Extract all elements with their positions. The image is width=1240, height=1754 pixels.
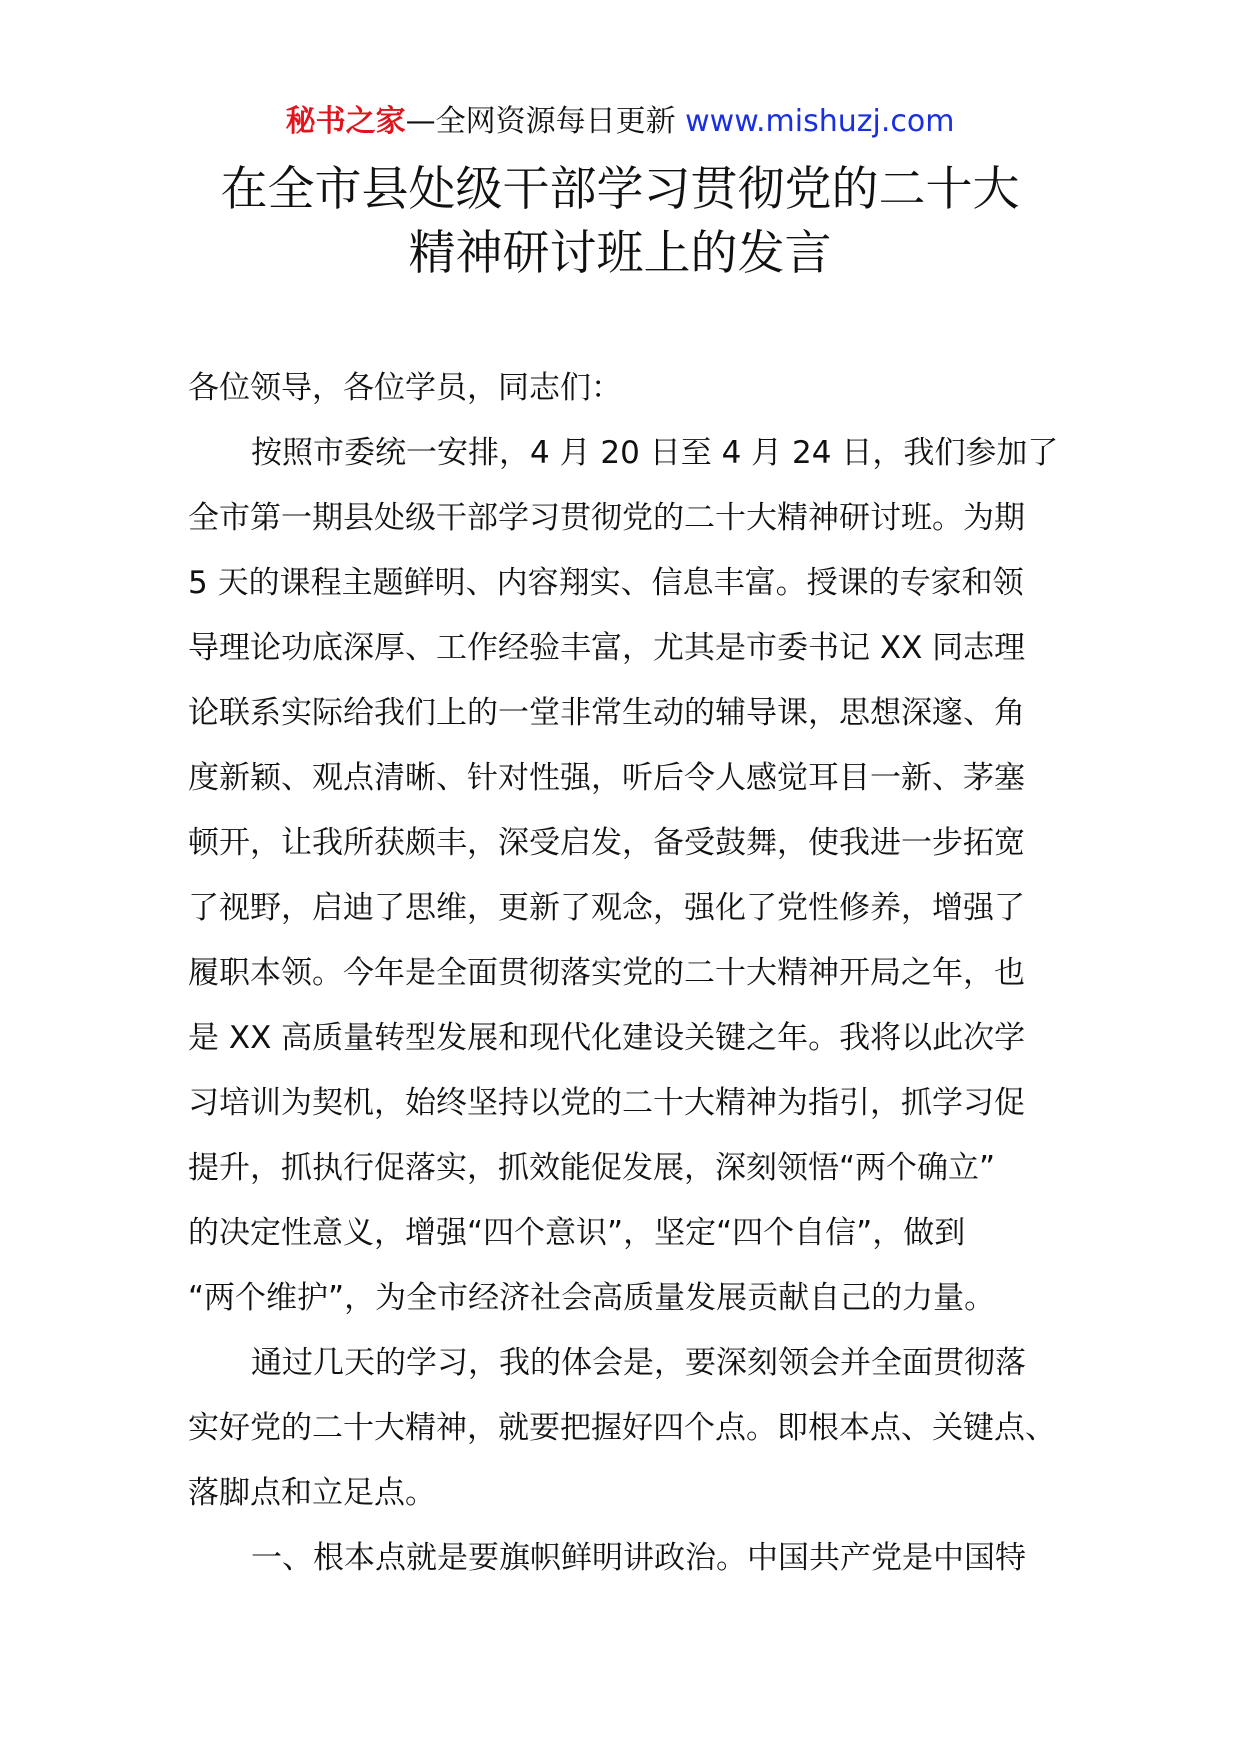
text-line: 落脚点和立足点。 bbox=[188, 1475, 436, 1511]
text-line: 通过几天的学习，我的体会是，要深刻领会并全面贯彻落 bbox=[251, 1345, 1026, 1381]
text-line: 导理论功底深厚、工作经验丰富，尤其是市委书记 XX 同志理 bbox=[188, 630, 1026, 666]
site-header bbox=[0, 100, 1240, 144]
site-url-link[interactable]: www.mishuzj.com bbox=[685, 104, 955, 139]
text-line: 全市第一期县处级干部学习贯彻党的二十大精神研讨班。为期 bbox=[188, 500, 1025, 536]
text-line: 实好党的二十大精神，就要把握好四个点。即根本点、关键点、 bbox=[188, 1410, 1056, 1446]
header-tagline: —全网资源每日更新 bbox=[405, 104, 686, 139]
text-line: 提升，抓执行促落实，抓效能促发展，深刻领悟“两个确立” bbox=[188, 1150, 996, 1186]
brand-name: 秘书之家 bbox=[285, 104, 406, 139]
title-line-1: 在全市县处级干部学习贯彻党的二十大 bbox=[220, 162, 1020, 217]
text-line: 5 天的课程主题鲜明、内容翔实、信息丰富。授课的专家和领 bbox=[188, 565, 1024, 601]
text-line: “两个维护”，为全市经济社会高质量发展贡献自己的力量。 bbox=[188, 1280, 996, 1316]
text-line: 习培训为契机，始终坚持以党的二十大精神为指引，抓学习促 bbox=[188, 1085, 1025, 1121]
text-line: 的决定性意义，增强“四个意识”，坚定“四个自信”，做到 bbox=[188, 1215, 966, 1251]
text-line: 履职本领。今年是全面贯彻落实党的二十大精神开局之年，也 bbox=[188, 955, 1025, 991]
title-line-2: 精神研讨班上的发言 bbox=[408, 226, 832, 281]
text-line: 了视野，启迪了思维，更新了观念，强化了党性修养，增强了 bbox=[188, 890, 1025, 926]
text-line: 是 XX 高质量转型发展和现代化建设关键之年。我将以此次学 bbox=[188, 1020, 1026, 1056]
document-body bbox=[188, 356, 1088, 1591]
text-line: 论联系实际给我们上的一堂非常生动的辅导课，思想深邃、角 bbox=[188, 695, 1025, 731]
text-line: 顿开，让我所获颇丰，深受启发，备受鼓舞，使我进一步拓宽 bbox=[188, 825, 1025, 861]
document-title bbox=[0, 158, 1240, 286]
text-line: 度新颖、观点清晰、针对性强，听后令人感觉耳目一新、茅塞 bbox=[188, 760, 1025, 796]
text-line: 按照市委统一安排，4 月 20 日至 4 月 24 日，我们参加了 bbox=[251, 435, 1059, 471]
salutation: 各位领导，各位学员，同志们： bbox=[188, 370, 622, 406]
section-heading-line: 一、根本点就是要旗帜鲜明讲政治。中国共产党是中国特 bbox=[251, 1540, 1026, 1576]
